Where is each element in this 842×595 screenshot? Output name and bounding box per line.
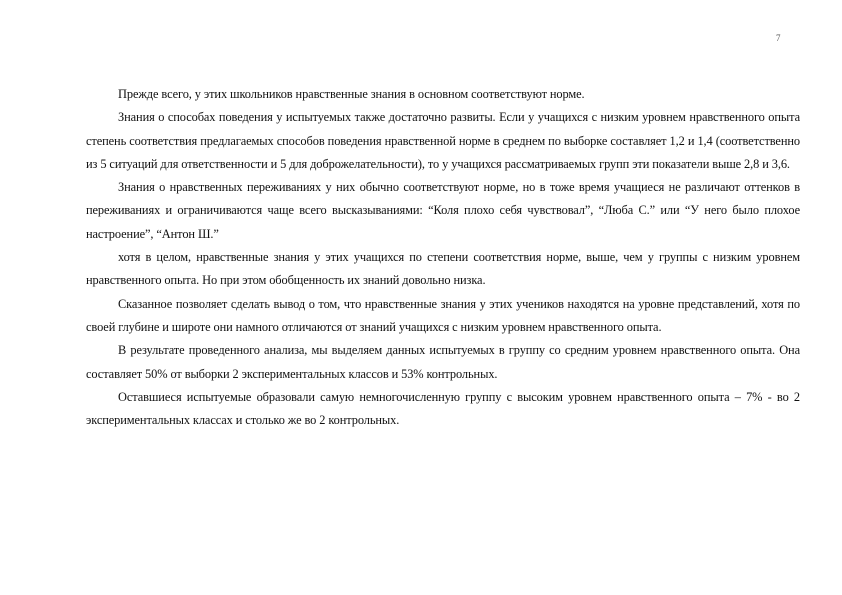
paragraph-1: Прежде всего, у этих школьников нравственные знания в основном соответствуют норме. <box>118 87 585 101</box>
document-body <box>86 83 800 432</box>
paragraph-7: Оставшиеся испытуемые образовали самую немногочисленную группу с высоким уровнем нравственного опыта – 7% - во 2 экспериментальных классах и столько же во 2 контрольных. <box>86 389 800 428</box>
paragraph-4: хотя в целом, нравственные знания у этих учащихся по степени соответствия норме, выше, чем у группы с низким уровнем нравственного опыта. Но при этом обобщенность их знаний довольно низка. <box>86 250 800 288</box>
paragraph-3: Знания о нравственных переживаниях у них обычно соответствуют норме, но в тоже время учащиеся не различают оттенков в переживаниях и ограничиваются чаще всего высказываниями: “Коля плохо себя чувствовал”, “Люба С.” или “У него было плохое настроение”, “Антон Ш.” <box>86 180 800 241</box>
paragraph-5: Сказанное позволяет сделать вывод о том, что нравственные знания у этих учеников находятся на уровне представлений, хотя по своей глубине и широте они намного отличаются от знаний учащихся с низким уровнем нравственного опыта. <box>86 296 800 334</box>
paragraph-6: В результате проведенного анализа, мы выделяем данных испытуемых в группу со средним уровнем нравственного опыта. Она составляет 50% от выборки 2 экспериментальных классов и 53% контрольных. <box>86 343 800 381</box>
page-number: 7 <box>776 33 781 43</box>
paragraph-2: Знания о способах поведения у испытуемых также достаточно развиты. Если у учащихся с низким уровнем нравственного опыта степень соответствия предлагаемых способов поведения нравственной норме в среднем по выборке составляет 1,2 и 1,4 (соответственно из 5 ситуаций для ответственности и 5 для доброжелательности), то у учащихся рассматриваемых групп эти показатели выше 2,8 и 3,6. <box>86 110 800 171</box>
